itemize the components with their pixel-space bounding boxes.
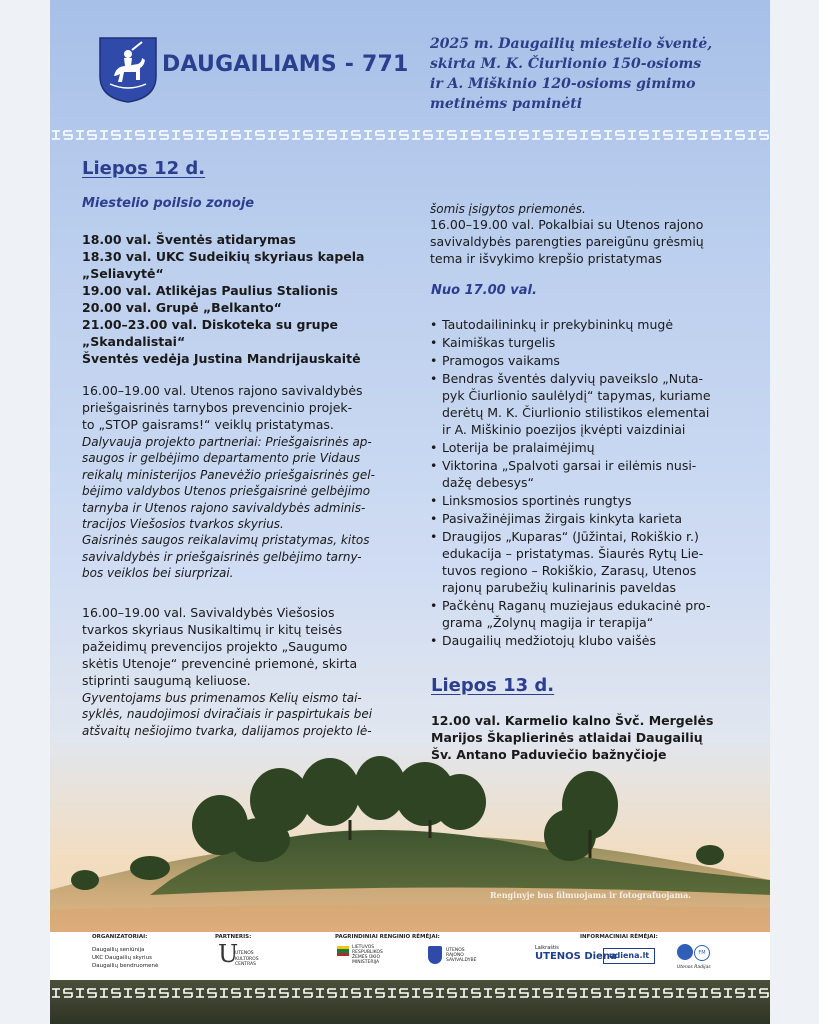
ministry-flag-icon: [337, 946, 349, 956]
schedule-line: 18.30 val. UKC Sudeikių skyriaus kapela: [82, 249, 365, 264]
udiena-logo: udiena.lt: [603, 948, 655, 964]
radio-logo-icon: [677, 944, 693, 960]
activity-item: • Pasivažinėjimas žirgais kinkyta karieta: [430, 510, 730, 527]
organizers-list: Daugailių seniūnija UKC Daugailių skyrius Daugailių bendruomenė: [92, 947, 159, 969]
filming-notice: Renginyje bus filmuojama ir fotografuojama.: [490, 890, 692, 900]
day2-mass-event: 12.00 val. Karmelio kalno Švč. Mergelės Marijos Škaplierinės atlaidai Daugailių Šv. Antano Paduviečio bažnyčioje: [431, 713, 714, 762]
from-17-heading: Nuo 17.00 val.: [431, 283, 537, 298]
partner-label: PARTNERIS:: [215, 934, 252, 940]
road-safety-event: 16.00–19.00 val. Savivaldybės Viešosios tvarkos skyriaus Nusikaltimų ir kitų teisės pažeidimų prevencijos projekto „Saugumo skėtis Utenoje“ prevencinė priemonė, skirta stiprinti saugumą keliuose.: [82, 605, 358, 688]
utenos-diena-logo: UTENOS Diena: [535, 951, 617, 962]
activity-item: • Pačkėnų Raganų muziejaus edukacinė pro- grama „Žolynų magija ir terapija“: [430, 597, 730, 631]
schedule-line: 21.00–23.00 val. Diskoteka su grupe: [82, 317, 338, 332]
coat-of-arms-logo: [98, 36, 158, 104]
bottom-ornament-border: [50, 986, 770, 1000]
day1-schedule: [82, 231, 402, 367]
schedule-line: 19.00 val. Atlikėjas Paulius Stalionis: [82, 283, 338, 298]
activity-item: • Pramogos vaikams: [430, 352, 730, 369]
schedule-line: 20.00 val. Grupė „Belkanto“: [82, 300, 282, 315]
activity-item: • Daugailių medžiotojų klubo vaišės: [430, 632, 730, 649]
activity-item: • Viktorina „Spalvoti garsai ir eilėmis nusi- dažę debesys“: [430, 457, 730, 491]
activity-item: • Linksmosios sportinės rungtys: [430, 492, 730, 509]
municipality-coat-icon: [428, 946, 442, 964]
activity-item: • Bendras šventės dalyvių paveikslo „Nuta- pyk Čiurlionio saulėlydį“ tapymas, kuriame derėtų M. K. Čiurlionio stilistikos elementai ir A. Miškinio poezijos įkvėpti vaizdiniai: [430, 370, 730, 438]
road-safety-note: Gyventojams bus primenamos Kelių eismo tai- syklės, naudojimosi dviračiais ir paspirtukais bei atšvaitų nešiojimo tvarka, dalijamos projekto lė-: [82, 691, 373, 738]
day1-venue: Miestelio poilsio zonoje: [82, 196, 255, 211]
partner-name: UTENOS KULTŪROS CENTRAS: [235, 951, 259, 967]
main-sponsors-label: PAGRINDINIAI RENGINIO RĖMĖJAI:: [335, 934, 440, 940]
poster: [50, 0, 770, 1024]
police-talks-event: 16.00–19.00 val. Pokalbiai su Utenos rajono savivaldybės parengties pareigūnu grėsmių tema ir išvykimo krepšio pristatymas: [430, 217, 704, 266]
poster-subtitle: 2025 m. Daugailių miestelio šventė, skirta M. K. Čiurlionio 150-osioms ir A. Miškinio 120-osioms gimimo metinėms paminėti: [430, 36, 713, 112]
sponsors-strip: [50, 932, 770, 980]
fire-prevention-partners: Dalyvauja projekto partneriai: Priešgaisrinės ap- saugos ir gelbėjimo departamento prie Vidaus reikalų ministerijos Panevėžio priešgaisrinės gel- bėjimo valdybos Utenos priešgaisrinė gelbėjimo tarnyba ir Utenos rajono savivaldybės adminis- tracijos Viešosios tvarkos skyrius. Gaisrinės saugos reikalavimų pristatymas, kitos savivaldybės ir priešgaisrinės gelbėjimo tarny- bos veiklos bei siurprizai.: [82, 435, 375, 581]
activity-item: • Loterija be pralaimėjimų: [430, 439, 730, 456]
poster-title: DAUGAILIAMS - 771: [162, 52, 409, 77]
top-ornament-border: [50, 128, 770, 142]
ministry-name: LIETUVOS RESPUBLIKOS ŽEMĖS ŪKIO MINISTERIJA: [352, 945, 383, 965]
road-safety-note-continued: šomis įsigytos priemonės.: [430, 202, 586, 216]
activities-list: [430, 316, 730, 650]
host-line: Šventės vedėja Justina Mandrijauskaitė: [82, 351, 361, 366]
activity-item: • Kaimiškas turgelis: [430, 334, 730, 351]
fire-prevention-event: 16.00–19.00 val. Utenos rajono savivaldybės priešgaisrinės tarnybos prevencinio projek- to „STOP gaisrams!“ veiklų pristatymas.: [82, 383, 363, 432]
schedule-line: „Skandalistai“: [82, 334, 186, 349]
day1-heading: Liepos 12 d.: [82, 158, 206, 179]
newspaper-small-label: Laikraštis: [535, 945, 559, 951]
schedule-line: 18.00 val. Šventės atidarymas: [82, 232, 296, 247]
hill-landscape-photo: [50, 730, 770, 935]
radio-fm-badge: FM: [694, 945, 710, 961]
info-sponsors-label: INFORMACINIAI RĖMĖJAI:: [580, 934, 658, 940]
activity-item: • Draugijos „Kuparas“ (Jūžintai, Rokiškio r.) edukacija – pristatymas. Šiaurės Rytų Lie- tuvos regiono – Rokiškio, Zarasų, Utenos rajonų parubežių kulinarinis paveldas: [430, 528, 730, 596]
municipality-name: UTENOS RAJONO SAVIVALDYBĖ: [446, 948, 477, 963]
radio-name: Utenos Radijas: [677, 965, 711, 970]
organizers-label: ORGANIZATORIAI:: [92, 934, 148, 940]
schedule-line: „Seliavytė“: [82, 266, 164, 281]
day2-heading: Liepos 13 d.: [431, 675, 555, 696]
activity-item: • Tautodailininkų ir prekybininkų mugė: [430, 316, 730, 333]
utenos-kulturos-centras-logo: U: [218, 940, 239, 968]
